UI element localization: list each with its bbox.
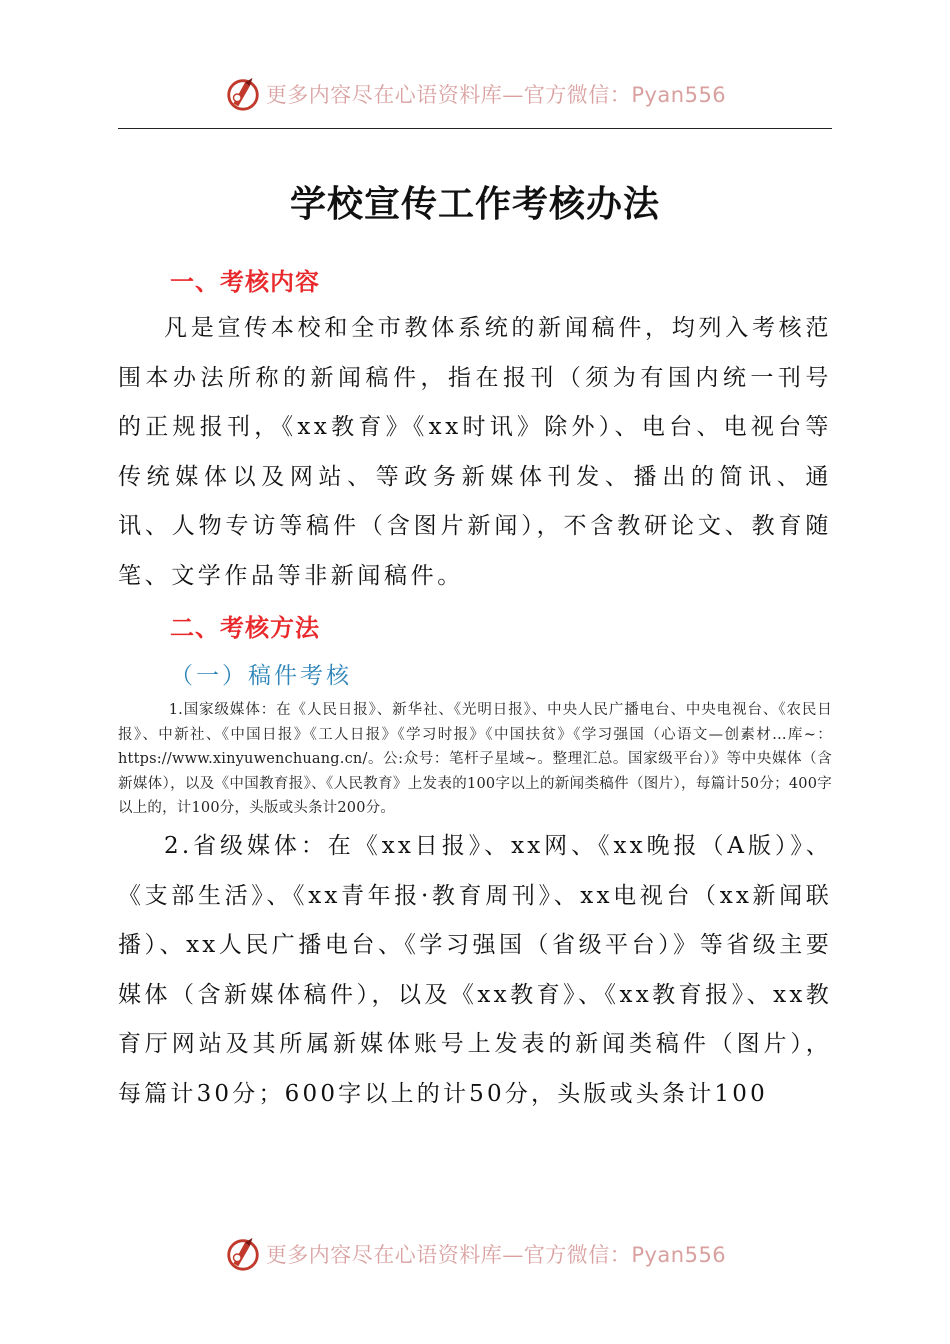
logo-icon <box>224 75 262 113</box>
watermark-dash: — <box>502 1243 524 1267</box>
watermark-wechat-id: Pyan556 <box>631 1243 727 1267</box>
section-1-paragraph: 凡是宣传本校和全市教体系统的新闻稿件，均列入考核范围本办法所称的新闻稿件，指在报刊（须为有国内统一刊号的正规报刊，《xx教育》《xx时讯》除外）、电台、电视台等传统媒体以及网站、等政务新媒体刊发、播出的简讯、通讯、人物专访等稿件（含图片新闻），不含教研论文、教育随笔、文学作品等非新闻稿件。 <box>118 315 832 589</box>
subsection-1-heading: （一）稿件考核 <box>170 663 352 689</box>
logo-icon <box>224 1235 262 1273</box>
watermark-dash: — <box>502 83 524 107</box>
item-2-provincial-media: 2.省级媒体：在《xx日报》、xx网、《xx晚报（A版）》、《支部生活》、《xx青年报·教育周刊》、xx电视台（xx新闻联播）、xx人民广播电台、《学习强国（省级平台）》等省级主要媒体（含新媒体稿件），以及《xx教育》、《xx教育报》、xx教育厅网站及其所属新媒体账号上发表的新闻类稿件（图片），每篇计30分；600字以上的计50分，头版或头条计100 <box>118 833 832 1107</box>
watermark-main: 更多内容尽在心语资料库 <box>265 1243 503 1267</box>
item-1-national-media: 1.国家级媒体：在《人民日报》、新华社、《光明日报》、中央人民广播电台、中央电视台、《农民日报》、中新社、《中国日报》《工人日报》《学习时报》《中国扶贫》《学习强国（心语文—创素材…库~：https://www.xinyuwenchuang.cn/。公:众号：笔杆子星域~。整理汇总。国家级平台）》等中央媒体（含新媒体），以及《中国教育报》、《人民教育》上发表的100字以上的新闻类稿件（图片），每篇计50分；400字以上的，计100分，头版或头条计200分。 <box>118 702 832 816</box>
footer-watermark-text <box>266 1239 726 1269</box>
watermark-label: 官方微信： <box>523 83 632 107</box>
watermark-main: 更多内容尽在心语资料库 <box>265 83 503 107</box>
watermark-wechat-id: Pyan556 <box>631 83 727 107</box>
footer-watermark <box>0 1232 950 1276</box>
watermark-label: 官方微信： <box>523 1243 632 1267</box>
header-watermark-text <box>266 79 726 109</box>
header-divider <box>118 128 832 129</box>
header-watermark <box>0 72 950 116</box>
document-title: 学校宣传工作考核办法 <box>289 183 660 225</box>
section-2-heading: 二、考核方法 <box>170 614 320 642</box>
section-1-heading: 一、考核内容 <box>170 268 320 296</box>
